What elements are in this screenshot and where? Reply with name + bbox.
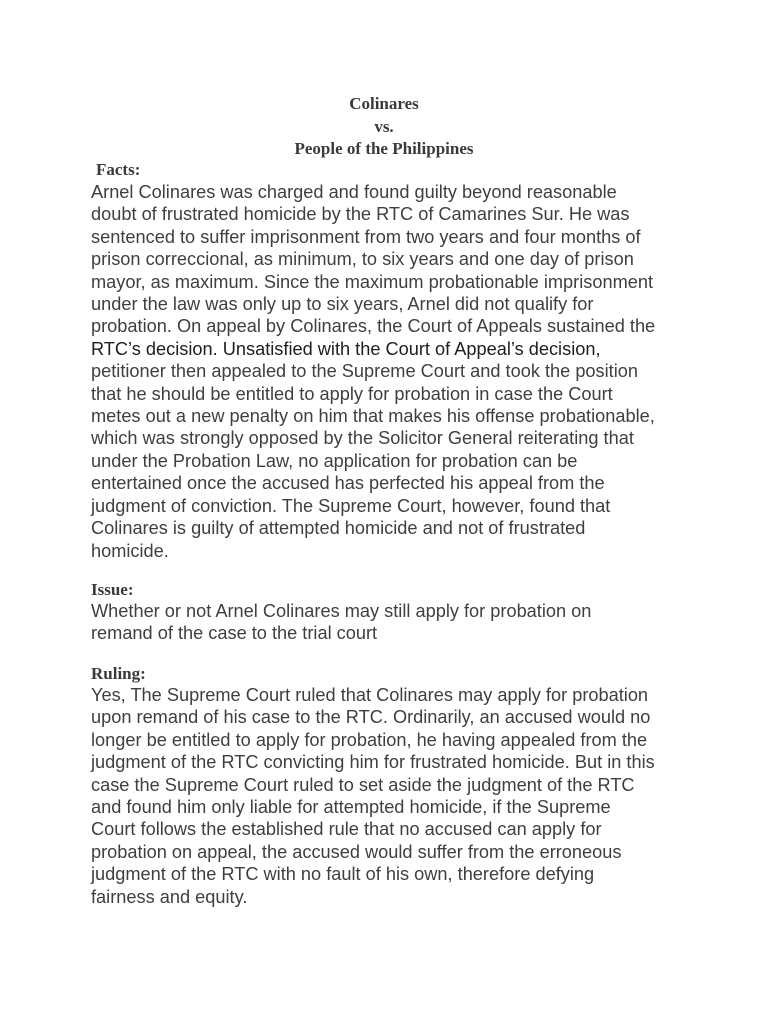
ruling-line: judgment of the RTC convicting him for frustrated homicide. But in this	[91, 752, 655, 773]
ruling-line: judgment of the RTC with no fault of his own, therefore defying	[91, 864, 595, 885]
case-title-party-1: Colinares	[349, 94, 419, 113]
facts-line: petitioner then appealed to the Supreme Court and took the position	[91, 361, 639, 382]
ruling-line: case the Supreme Court ruled to set aside the judgment of the RTC	[91, 774, 635, 795]
facts-line: entertained once the accused has perfected his appeal from the	[91, 473, 605, 494]
facts-line: homicide.	[91, 540, 169, 561]
ruling-line: Court follows the established rule that no accused can apply for	[91, 819, 602, 840]
ruling-paragraph	[91, 684, 711, 908]
ruling-line: fairness and equity.	[91, 886, 248, 907]
facts-line: Arnel Colinares was charged and found guilty beyond reasonable	[91, 182, 617, 202]
facts-line: prison correccional, as minimum, to six years and one day of prison	[91, 249, 634, 270]
case-title-versus: vs.	[374, 116, 394, 136]
case-title	[0, 93, 768, 161]
facts-paragraph	[91, 181, 711, 562]
ruling-line: upon remand of his case to the RTC. Ordinarily, an accused would no	[91, 707, 651, 728]
ruling-line: and found him only liable for attempted homicide, if the Supreme	[91, 797, 611, 818]
facts-line: Colinares is guilty of attempted homicide and not of frustrated	[91, 518, 586, 539]
ruling-line: probation on appeal, the accused would suffer from the erroneous	[91, 841, 622, 862]
ruling-heading: Ruling:	[91, 664, 146, 683]
facts-line: under the law was only up to six years, Arnel did not qualify for	[91, 294, 594, 315]
facts-line: metes out a new penalty on him that makes his offense probationable,	[91, 406, 655, 427]
facts-line: sentenced to suffer imprisonment from two years and four months of	[91, 226, 641, 247]
facts-heading: Facts:	[96, 160, 141, 179]
facts-line: under the Probation Law, no application for probation can be	[91, 450, 578, 471]
facts-line: doubt of frustrated homicide by the RTC of Camarines Sur. He was	[91, 204, 630, 225]
issue-paragraph	[91, 600, 711, 645]
ruling-line: Yes, The Supreme Court ruled that Colinares may apply for probation	[91, 685, 649, 705]
ruling-line: longer be entitled to apply for probation, he having appealed from the	[91, 729, 648, 750]
facts-line: that he should be entitled to apply for probation in case the Court	[91, 383, 613, 404]
facts-line: which was strongly opposed by the Solicitor General reiterating that	[91, 428, 634, 449]
issue-line: remand of the case to the trial court	[91, 623, 378, 644]
facts-line: RTC’s decision. Unsatisfied with the Court of Appeal’s decision,	[91, 338, 601, 359]
issue-heading: Issue:	[91, 580, 134, 599]
facts-line: mayor, as maximum. Since the maximum probationable imprisonment	[91, 271, 654, 292]
facts-line: judgment of conviction. The Supreme Court, however, found that	[91, 495, 611, 516]
facts-line: probation. On appeal by Colinares, the Court of Appeals sustained the	[91, 316, 656, 337]
issue-line: Whether or not Arnel Colinares may still apply for probation on	[91, 601, 592, 621]
case-title-party-2: People of the Philippines	[294, 139, 474, 158]
